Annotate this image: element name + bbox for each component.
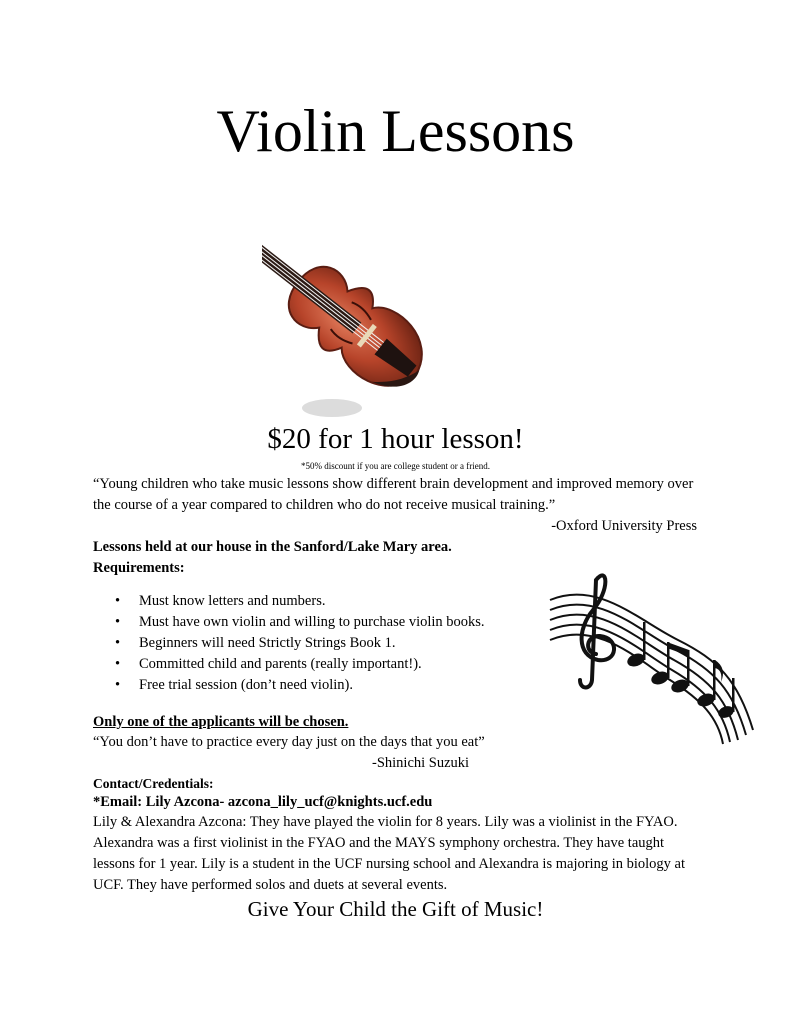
bullet: • bbox=[115, 635, 121, 651]
requirement-text: Must know letters and numbers. bbox=[139, 593, 326, 609]
bullet: • bbox=[115, 593, 121, 609]
quote-oxford-source: -Oxford University Press bbox=[551, 518, 697, 534]
requirement-text: Free trial session (don’t need violin). bbox=[139, 677, 353, 693]
contact-heading: Contact/Credentials: bbox=[93, 776, 214, 791]
selection-note: Only one of the applicants will be chosen. bbox=[93, 714, 349, 730]
bullet: • bbox=[115, 656, 121, 672]
contact-email: *Email: Lily Azcona- azcona_lily_ucf@knights.ucf.edu bbox=[93, 794, 433, 810]
location-note: Lessons held at our house in the Sanford/Lake Mary area. bbox=[93, 539, 452, 555]
requirement-text: Must have own violin and willing to purchase violin books. bbox=[139, 614, 485, 630]
requirements-heading: Requirements: bbox=[93, 560, 185, 576]
list-item bbox=[93, 612, 485, 633]
list-item bbox=[93, 654, 485, 675]
list-item bbox=[93, 675, 485, 696]
requirements-list bbox=[93, 591, 485, 696]
violin-icon bbox=[262, 158, 527, 423]
music-notes-icon bbox=[548, 560, 758, 745]
bullet: • bbox=[115, 614, 121, 630]
page-title: Violin Lessons bbox=[216, 98, 575, 164]
quote-oxford: “Young children who take music lessons show different brain development and improved memory over the course of a year compared to children who do not receive musical training.” bbox=[93, 476, 694, 513]
discount-note: *50% discount if you are college student or a friend. bbox=[301, 461, 490, 471]
requirement-text: Beginners will need Strictly Strings Book 1. bbox=[139, 635, 396, 651]
list-item bbox=[93, 591, 485, 612]
requirement-text: Committed child and parents (really important!). bbox=[139, 656, 422, 672]
footer-slogan: Give Your Child the Gift of Music! bbox=[247, 897, 544, 921]
price-headline: $20 for 1 hour lesson! bbox=[267, 423, 524, 455]
list-item bbox=[93, 633, 485, 654]
quote-suzuki-source: -Shinichi Suzuki bbox=[372, 755, 470, 771]
quote-suzuki: “You don’t have to practice every day just on the days that you eat” bbox=[93, 734, 485, 750]
credentials-bio: Lily & Alexandra Azcona: They have played the violin for 8 years. Lily was a violinist in the FYAO. Alexandra was a first violinist in the FYAO and the MAYS symphony orchestra. They have taught lessons for 1 year. Lily is a student in the UCF nursing school and Alexandra is majoring in biology at UCF. They have performed solos and duets at several events. bbox=[93, 814, 686, 893]
bullet: • bbox=[115, 677, 121, 693]
